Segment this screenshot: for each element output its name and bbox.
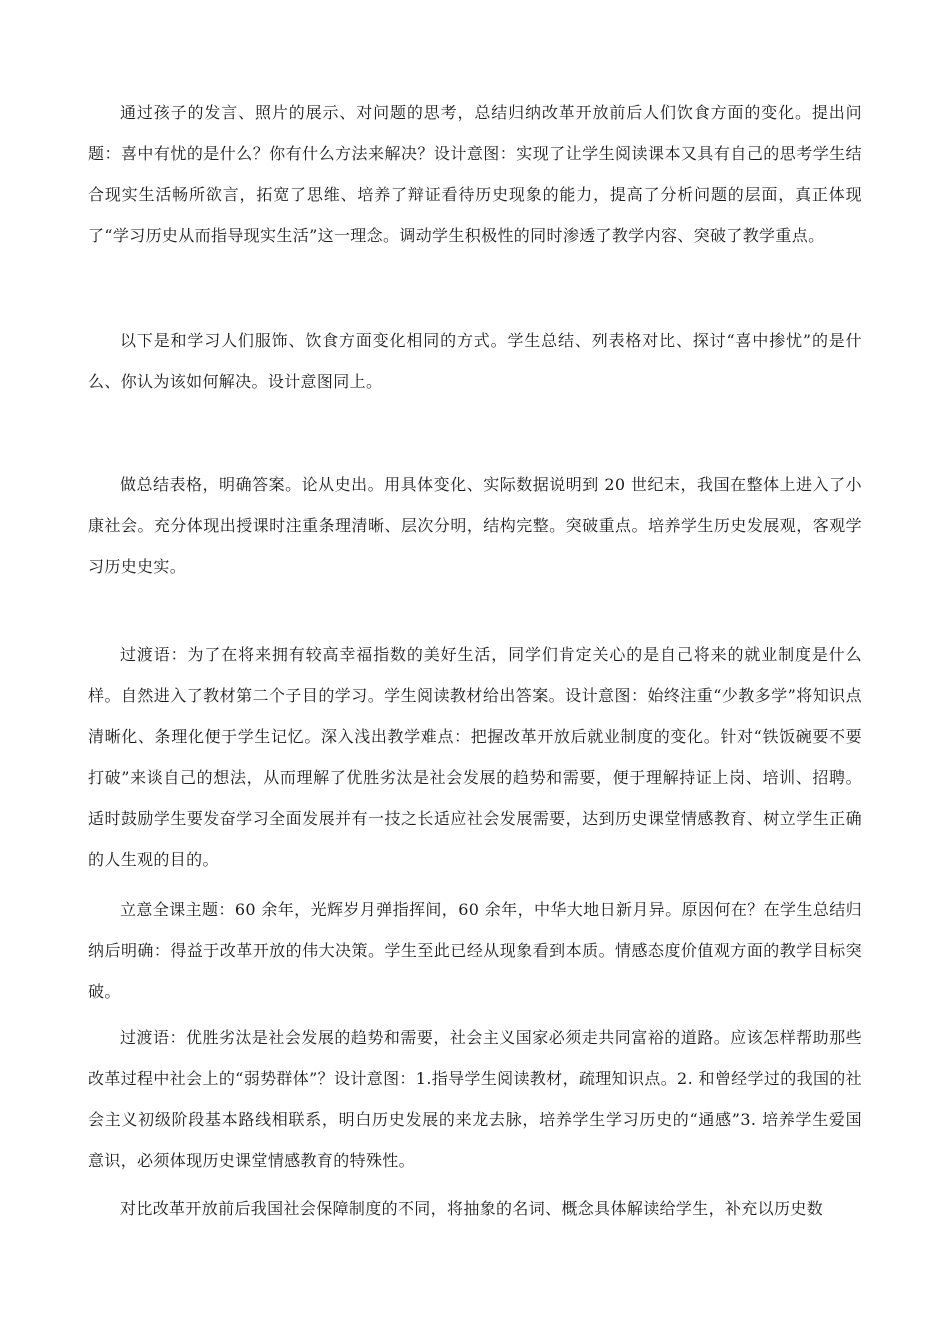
paragraph-social-security: 对比改革开放前后我国社会保障制度的不同，将抽象的名词、概念具体解读给学生，补充以历史数 <box>120 1199 824 1218</box>
paragraph-course-theme: 立意全课主题：60 余年，光辉岁月弹指挥间，60 余年，中华大地日新月异。原因何在？在学生总结归纳后明确：得益于改革开放的伟大决策。学生至此已经从现象看到本质。情感态度价值观方面的教学目标突破。 <box>88 900 862 1001</box>
paragraph-clothing-diet-method: 以下是和学习人们服饰、饮食方面变化相同的方式。学生总结、列表格对比、探讨“喜中掺忧”的是什么、你认为该如何解决。设计意图同上。 <box>88 331 862 391</box>
paragraph-summary-table: 做总结表格，明确答案。论从史出。用具体变化、实际数据说明到 20 世纪末，我国在整体上进入了小康社会。充分体现出授课时注重条理清晰、层次分明，结构完整。突破重点。培养学生历史发展观，客观学习历史史实。 <box>88 475 862 576</box>
paragraph-vulnerable-groups: 过渡语：优胜劣汰是社会发展的趋势和需要，社会主义国家必须走共同富裕的道路。应该怎样帮助那些改革过程中社会上的“弱势群体”？设计意图：1.指导学生阅读教材，疏理知识点。2. 和曾经学过的我国的社会主义初级阶段基本路线相联系，明白历史发展的来龙去脉，培养学生学习历史的“通感”3. 培养学生爱国意识，必须体现历史课堂情感教育的特殊性。 <box>88 1028 862 1170</box>
paragraph-diet-changes: 通过孩子的发言、照片的展示、对问题的思考，总结归纳改革开放前后人们饮食方面的变化。提出问题：喜中有忧的是什么？你有什么方法来解决？设计意图：实现了让学生阅读课本又具有自己的思考学生结合现实生活畅所欲言，拓宽了思维、培养了辩证看待历史现象的能力，提高了分析问题的层面，真正体现了“学习历史从而指导现实生活”这一理念。调动学生积极性的同时渗透了教学内容、突破了教学重点。 <box>88 103 862 245</box>
paragraph-employment-transition: 过渡语：为了在将来拥有较高幸福指数的美好生活，同学们肯定关心的是自己将来的就业制度是什么样。自然进入了教材第二个子目的学习。学生阅读教材给出答案。设计意图：始终注重“少教多学”将知识点清晰化、条理化便于学生记忆。深入浅出教学难点：把握改革开放后就业制度的变化。针对“铁饭碗要不要打破”来谈自己的想法，从而理解了优胜劣汰是社会发展的趋势和需要，便于理解持证上岗、培训、招聘。适时鼓励学生要发奋学习全面发展并有一技之长适应社会发展需要，达到历史课堂情感教育、树立学生正确的人生观的目的。 <box>88 645 862 869</box>
